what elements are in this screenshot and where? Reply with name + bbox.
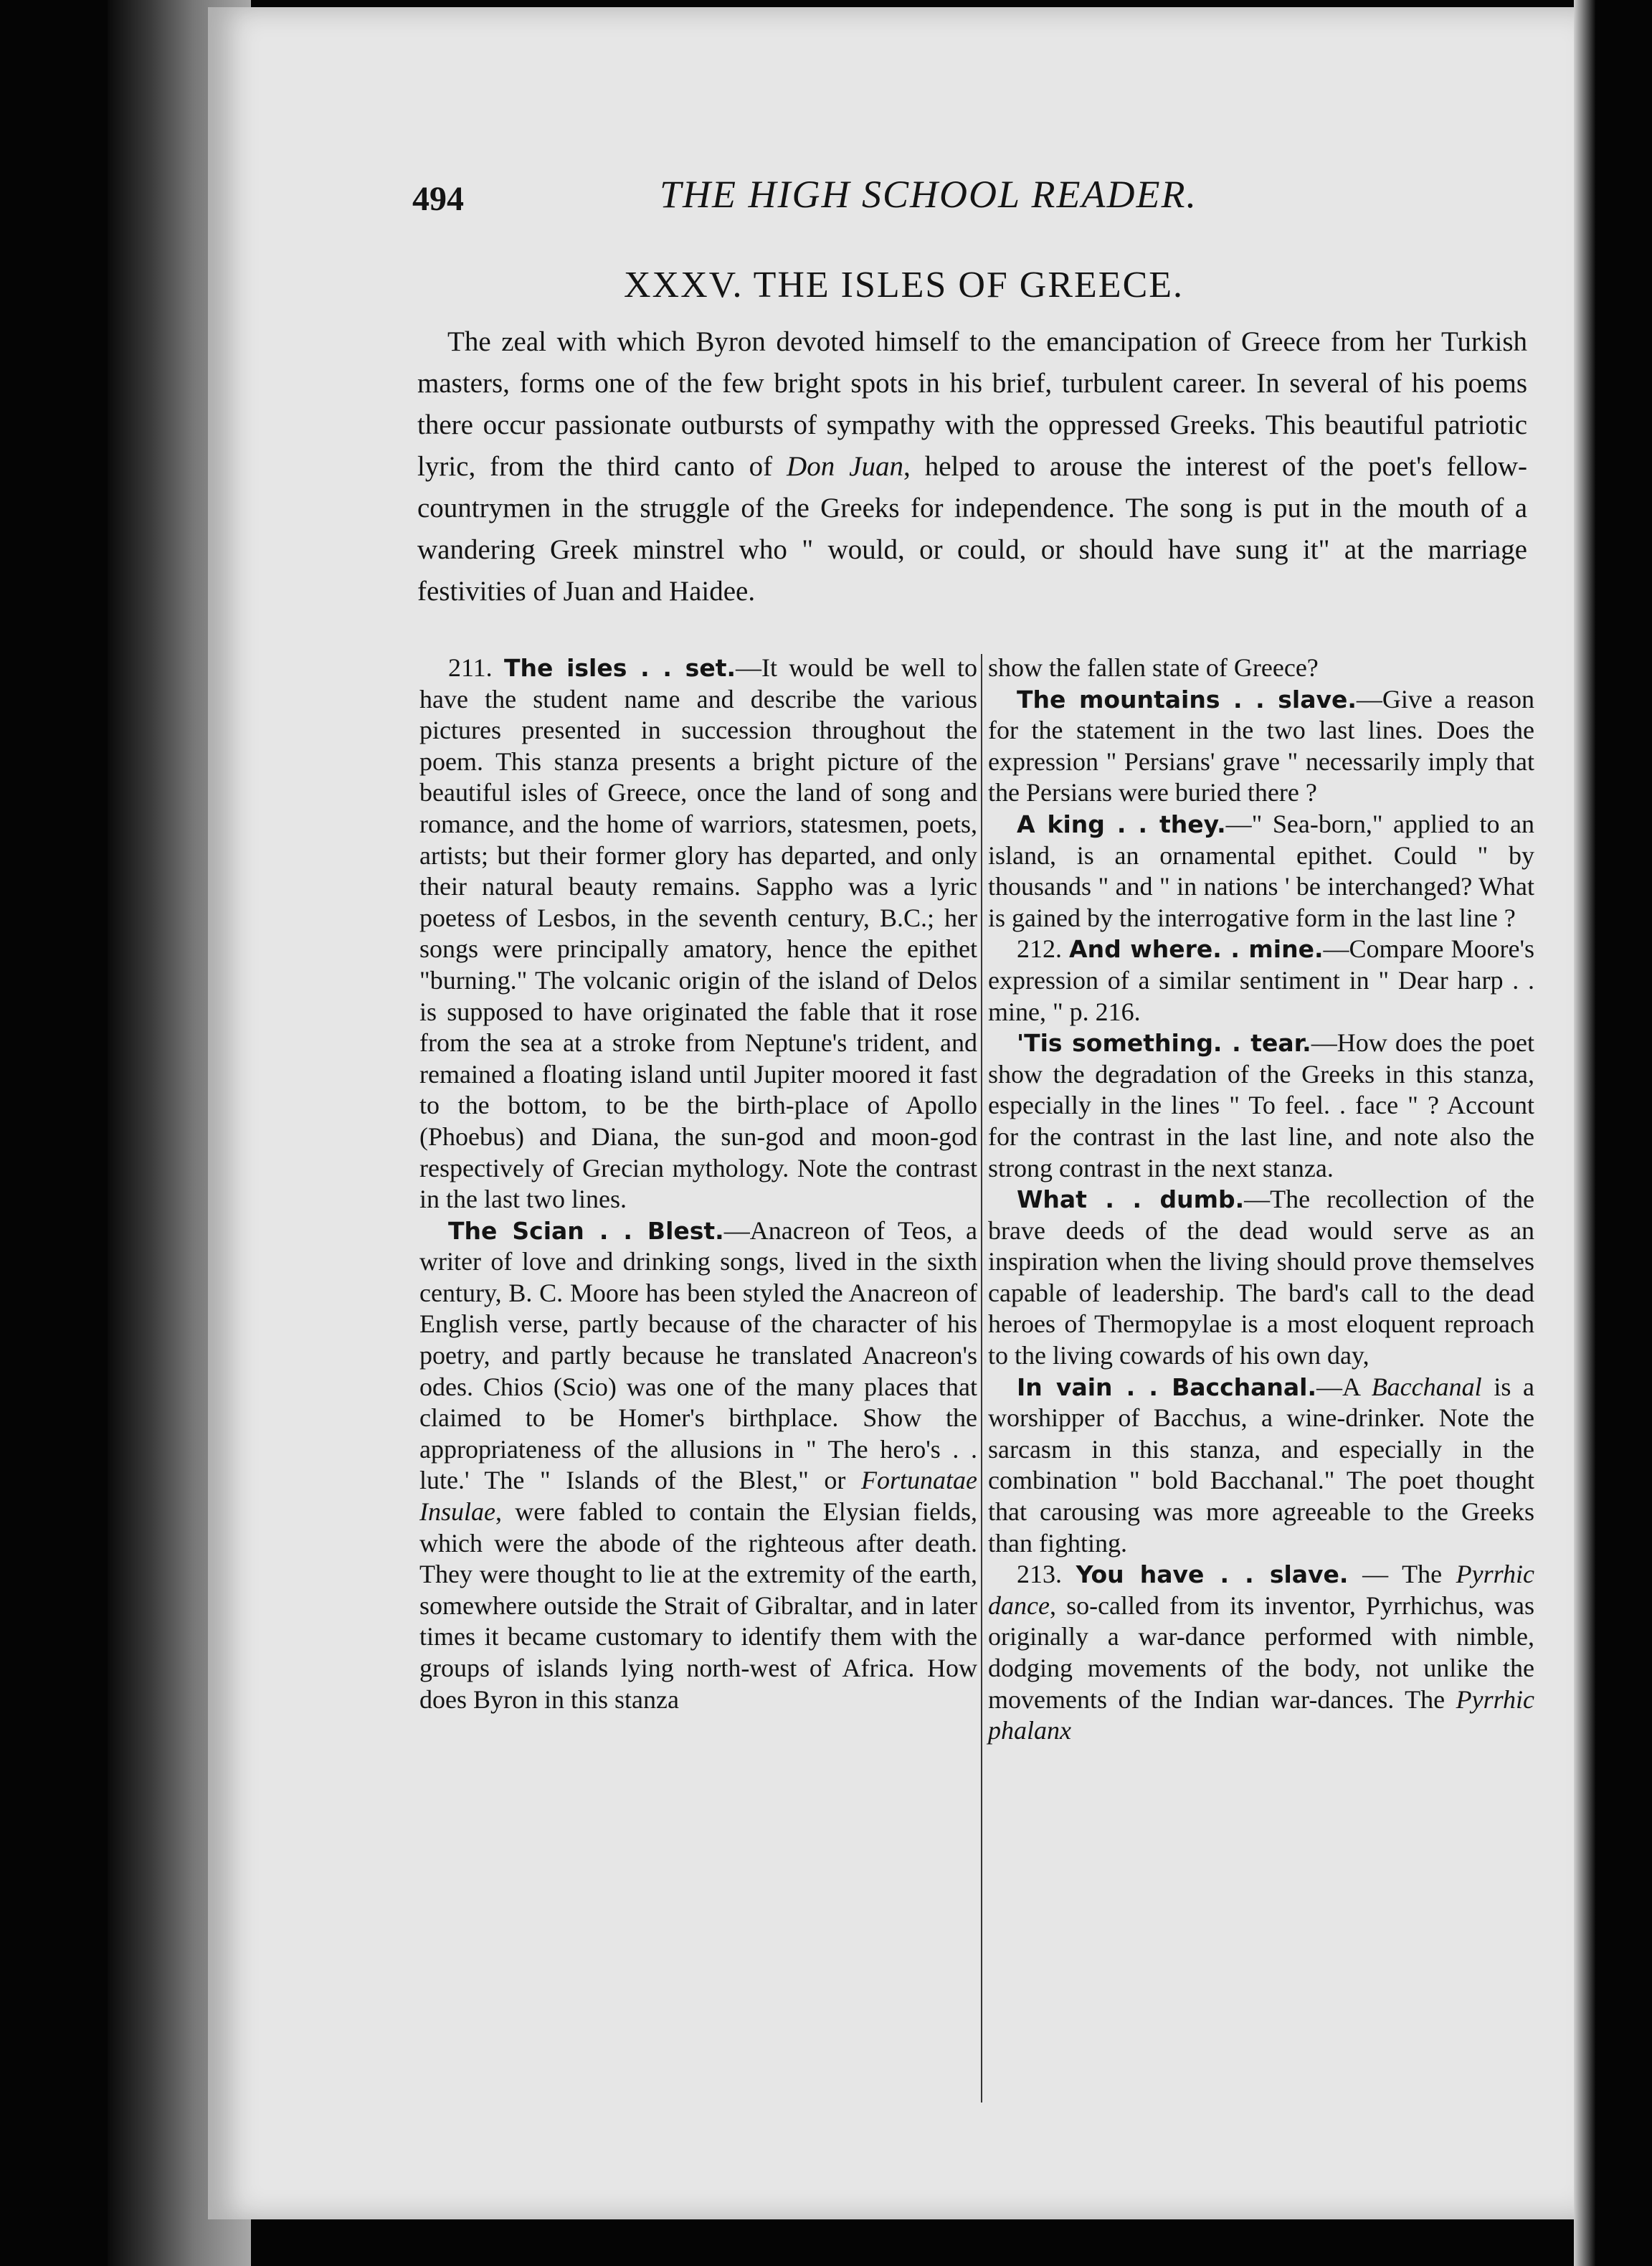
notes-left-column bbox=[419, 653, 977, 1715]
note-213 bbox=[988, 1559, 1534, 1747]
note-italic-term: Bacchanal bbox=[1371, 1372, 1482, 1401]
note-keyword: In vain . . Bacchanal. bbox=[1017, 1373, 1316, 1401]
page-number: 494 bbox=[412, 180, 464, 218]
note-keyword: A king . . they. bbox=[1017, 810, 1226, 838]
note-text: —It would be well to have the student name and describe the various pictures presented in succession throughout the poem. This stanza presents a bright picture of the beautiful isles of Greece, once the land of song and romance, and the home of warriors, statesmen, poets, artists; but their former glory has departed, and only their natural beauty remains. Sappho was a lyric poetess of Lesbos, in the seventh century, B.C.; her songs were principally amatory, hence the epithet "burning." The volcanic origin of the island of Delos is supposed to have originated the fable that it rose from the sea at a stroke from Neptune's trident, and remained a floating island until Jupiter moored it fast to the bottom, to be the birth-place of Apollo (Phoebus) and Diana, the sun-god and moon-god respectively of Grecian mythology. Note the contrast in the last two lines. bbox=[419, 653, 978, 1214]
intro-work-title: Don Juan bbox=[787, 451, 903, 482]
note-text: , were fabled to contain the Elysian fields, which were the abode of the righteous after death. They were thought to lie at the extremity of the earth, somewhere outside the Strait of Gibraltar, and in later times it became customary to identify them with the groups of islands lying north-west of Africa. How does Byron in this stanza bbox=[419, 1497, 977, 1714]
note-keyword: The mountains . . slave. bbox=[1017, 685, 1357, 714]
note-keyword: The Scian . . Blest. bbox=[448, 1216, 724, 1245]
note-text: —Give a reason for the statement in the two last lines. Does the expression " Persians' grave " necessarily imply that the Persians were buried there ? bbox=[988, 684, 1534, 807]
note-tis-something bbox=[988, 1028, 1534, 1184]
note-continuation: show the fallen state of Greece? bbox=[988, 653, 1319, 682]
note-what bbox=[988, 1184, 1534, 1372]
column-divider bbox=[981, 654, 982, 2103]
note-in-vain bbox=[988, 1372, 1534, 1560]
note-italic-term: Fortunatae Insulae bbox=[419, 1466, 977, 1527]
note-text: —How does the poet show the degradation of the Greeks in this stanza, especially in the lines " To feel. . face " ? Account for the contrast in the last line, and note also the strong contrast in the next stanza. bbox=[988, 1028, 1534, 1182]
intro-paragraph-block bbox=[417, 321, 1527, 612]
note-keyword: The isles . . set. bbox=[503, 654, 736, 682]
note-italic-term: Pyrrhic phalanx bbox=[988, 1684, 1534, 1745]
note-text: —Compare Moore's expression of a similar sentiment in " Dear harp . . mine, " p. 216. bbox=[988, 934, 1534, 1026]
running-head: THE HIGH SCHOOL READER. bbox=[660, 173, 1197, 216]
page-right-edge bbox=[1574, 0, 1595, 2266]
note-text: , so-called from its inventor, Pyrrhichus, was originally a war-dance performed with nimble, dodging movements of the body, not unlike the movements of the Indian war-dances. The bbox=[988, 1591, 1534, 1714]
note-212 bbox=[988, 934, 1534, 1028]
note-keyword: 'Tis something. . tear. bbox=[1017, 1029, 1311, 1058]
note-mountains bbox=[988, 684, 1534, 809]
note-number: 213. bbox=[1017, 1560, 1062, 1589]
note-keyword: And where. . mine. bbox=[1069, 935, 1324, 964]
intro-text-part2: , helped to arouse the interest of the poet's fellow-countrymen in the struggle of the Greeks for independence. The song is put in the mouth of a wandering Greek minstrel who " would, or could, or should have sung it" at the marriage festivities of Juan and Haidee. bbox=[417, 451, 1527, 607]
chapter-title: XXXV. THE ISLES OF GREECE. bbox=[624, 265, 1185, 305]
note-text: —A bbox=[1316, 1372, 1372, 1401]
note-text: —The recollection of the brave deeds of the dead would serve as an inspiration when the living should prove themselves capable of leadership. The bard's call to the dead heroes of Thermopylae is a most eloquent reproach to the living cowards of his own day, bbox=[988, 1185, 1534, 1370]
note-italic-term: Pyrrhic dance bbox=[988, 1560, 1534, 1620]
note-king bbox=[988, 809, 1534, 934]
note-number: 212. bbox=[1017, 934, 1062, 964]
note-number: 211. bbox=[448, 653, 493, 682]
notes-right-column bbox=[988, 653, 1534, 1747]
note-scian bbox=[419, 1215, 977, 1716]
note-text: — The bbox=[1348, 1560, 1456, 1589]
intro-paragraph bbox=[417, 321, 1527, 612]
note-211 bbox=[419, 653, 977, 1215]
page-header bbox=[412, 172, 1287, 237]
note-keyword: You have . . slave. bbox=[1076, 1560, 1349, 1589]
note-text: is a worshipper of Bacchus, a wine-drinker. Note the sarcasm in this stanza, and especially in the combination " bold Bacchanal." The poet thought that carousing was more agreeable to the Greeks than fighting. bbox=[988, 1372, 1534, 1558]
intro-text-part1: The zeal with which Byron devoted himself to the emancipation of Greece from her Turkish masters, forms one of the few bright spots in his brief, turbulent career. In several of his poems there occur passionate outbursts of sympathy with the oppressed Greeks. This beautiful patriotic lyric, from the third canto of bbox=[417, 326, 1527, 482]
note-keyword: What . . dumb. bbox=[1017, 1185, 1245, 1214]
note-text: —" Sea-born," applied to an island, is an ornamental epithet. Could " by thousands " and " in nations ' be interchanged? What is gained by the interrogative form in the last line ? bbox=[988, 809, 1534, 932]
note-text: —Anacreon of Teos, a writer of love and drinking songs, lived in the sixth century, B. C. Moore has been styled the Anacreon of English verse, partly because of the character of his poetry, and partly because he translated Anacreon's odes. Chios (Scio) was one of the many places that claimed to be Homer's birthplace. Show the appropriateness of the allusions in " The hero's . . lute.' The " Islands of the Blest," or bbox=[419, 1215, 977, 1495]
